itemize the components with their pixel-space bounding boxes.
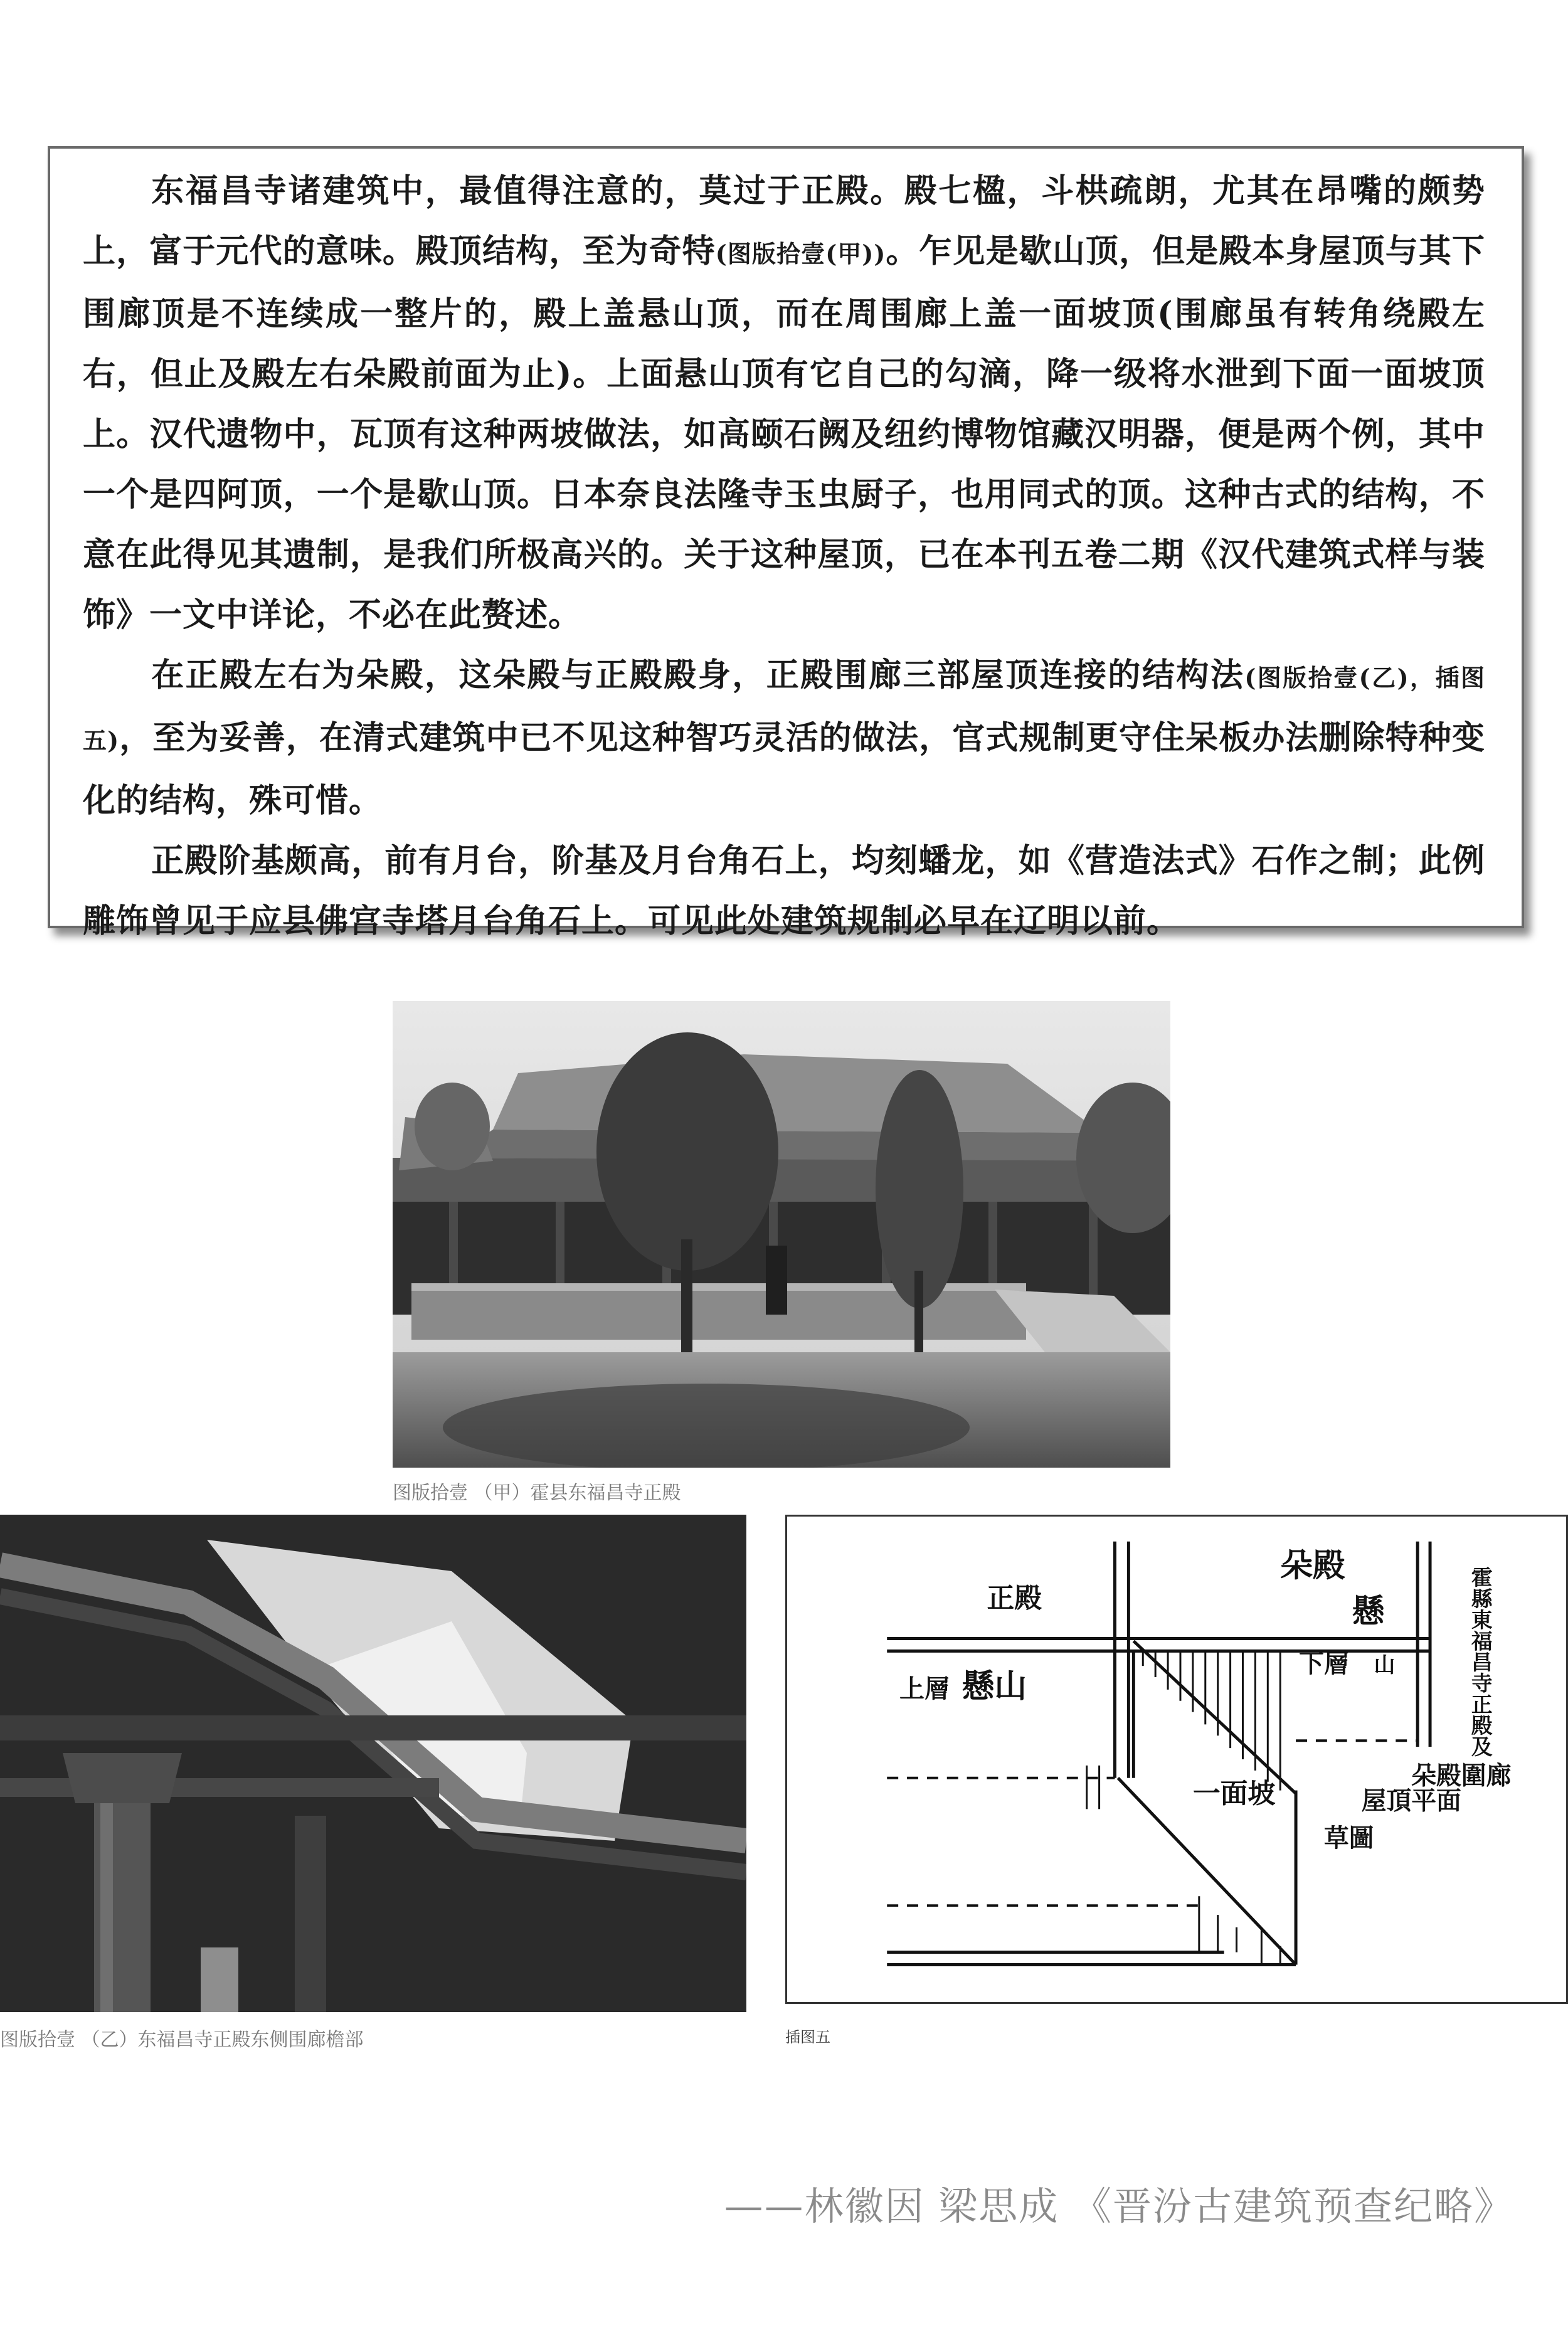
label-shangceng: 上層 <box>899 1674 950 1703</box>
caption-figure-5: 插图五 <box>785 2028 830 2046</box>
attribution: ——林徽因 梁思成 《晋汾古建筑预查纪略》 <box>724 2183 1514 2229</box>
label-shan: 山 <box>1374 1653 1396 1678</box>
label-duodian-weilang: 朵殿圍廊 <box>1411 1761 1512 1791</box>
label-yimianpo: 一面坡 <box>1192 1777 1276 1810</box>
label-xuan: 懸 <box>1352 1592 1385 1631</box>
label-duodian: 朵殿 <box>1280 1547 1345 1585</box>
caption-plate-11b: 图版拾壹 （乙）东福昌寺正殿东侧围廊檐部 <box>0 2029 364 2051</box>
label-zhengdian: 正殿 <box>987 1582 1042 1614</box>
label-xiaceng: 下層 <box>1299 1650 1349 1679</box>
article-text-box <box>48 146 1524 940</box>
label-wuding-pingmian: 屋頂平面 <box>1361 1786 1461 1816</box>
label-xuanshan-small: 懸山 <box>961 1667 1027 1705</box>
plan-sketch <box>785 1515 1568 2004</box>
label-title-vertical: 霍縣東福昌寺正殿及 <box>1468 1566 1493 1757</box>
caption-plate-11a: 图版拾壹 （甲）霍县东福昌寺正殿 <box>393 1482 681 1504</box>
label-caotu: 草圖 <box>1323 1823 1374 1853</box>
plate-reference: (图版拾壹(甲)) <box>715 240 886 268</box>
paragraph-2: 在正殿左右为朵殿，这朵殿与正殿殿身，正殿围廊三部屋顶连接的结构法(图版拾壹(乙)，插图五)，至为妥善，在清式建筑中已不见这种智巧灵活的做法，官式规制更守住呆板办法删除特种变化的结构，殊可惜。 <box>83 656 1485 820</box>
paragraph-1: 东福昌寺诸建筑中，最值得注意的，莫过于正殿。殿七楹，斗栱疏朗，尤其在昂嘴的颇势上，富于元代的意味。殿顶结构，至为奇特(图版拾壹(甲))。乍见是歇山顶，但是殿本身屋顶与其下围廊顶是不连续成一整片的，殿上盖悬山顶，而在周围廊上盖一面坡顶(围廊虽有转角绕殿左右，但止及殿左右朵殿前面为止)。上面悬山顶有它自己的勾滴，降一级将水泄到下面一面坡顶上。汉代遗物中，瓦顶有这种两坡做法，如高颐石阙及纽约博物馆藏汉明器，便是两个例，其中一个是四阿顶，一个是歇山顶。日本奈良法隆寺玉虫厨子，也用同式的顶。这种古式的结构，不意在此得见其遗制，是我们所极高兴的。关于这种屋顶，已在本刊五卷二期《汉代建筑式样与装饰》一文中详论，不必在此赘述。 <box>83 172 1485 634</box>
main-hall-photo <box>393 1001 1170 1468</box>
paragraph-3: 正殿阶基颇高，前有月台，阶基及月台角石上，均刻蟠龙，如《营造法式》石作之制；此例雕饰曾见于应县佛宫寺塔月台角石上。可见此处建筑规制必早在辽明以前。 <box>83 842 1485 940</box>
eave-detail-photo <box>0 1515 746 2012</box>
plate-reference: (图版拾壹(乙)，插图五) <box>83 664 1485 755</box>
